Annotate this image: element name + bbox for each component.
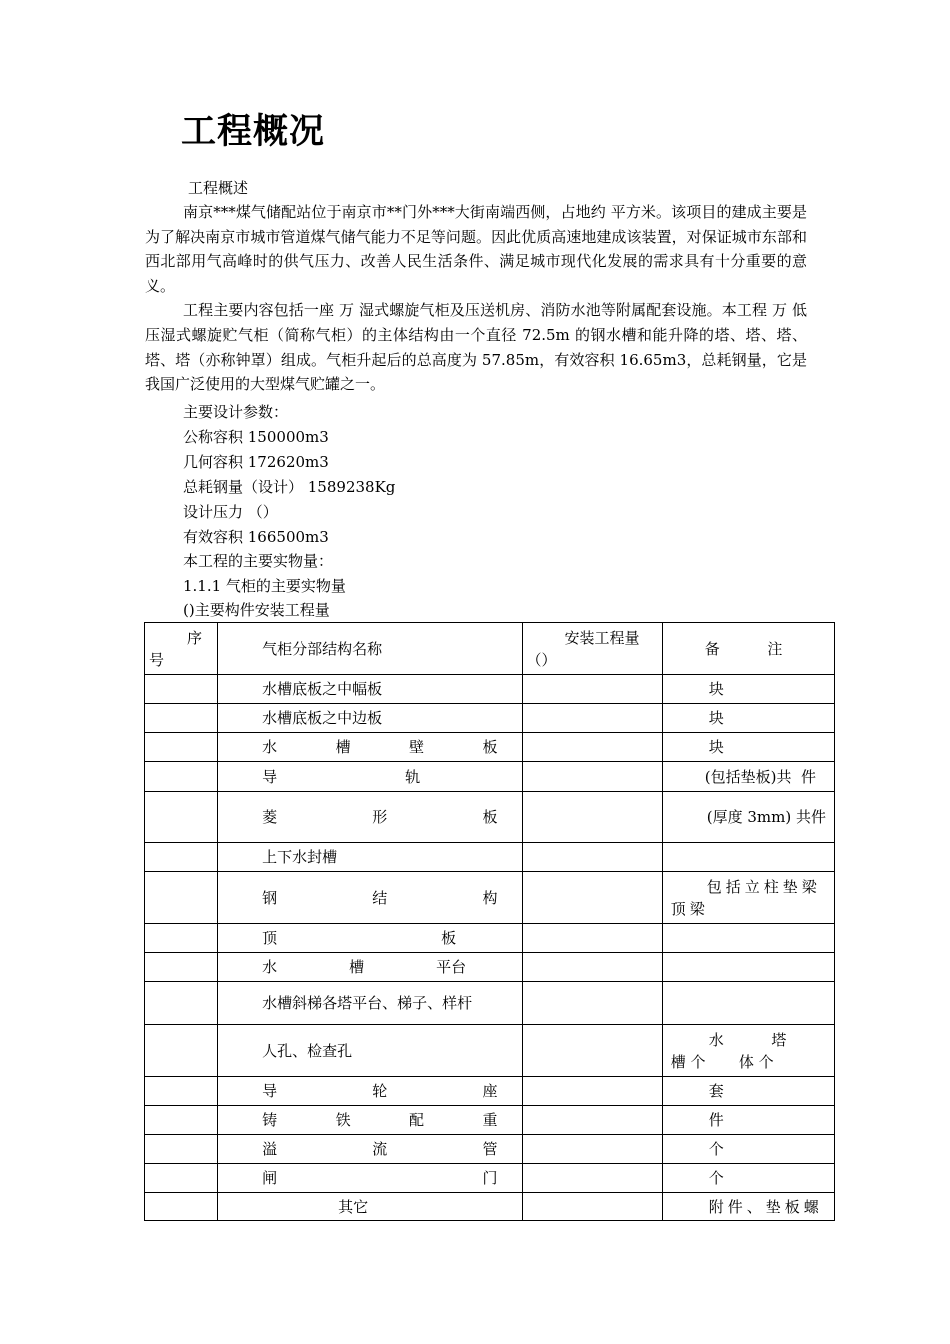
table-row: 水 槽 平台 xyxy=(145,953,835,982)
table-row: 水 槽 壁 板 块 xyxy=(145,733,835,762)
table-row: 钢 结 构 包括立柱垫梁顶梁 xyxy=(145,872,835,924)
table-row: 水槽斜梯各塔平台、梯子、样杆 xyxy=(145,982,835,1025)
table-row: 上下水封槽 xyxy=(145,843,835,872)
header-qty: 安装工程量 （） xyxy=(522,623,662,675)
param-nominal-volume: 公称容积 150000m3 xyxy=(183,428,329,446)
table-row: 水槽底板之中幅板 块 xyxy=(145,675,835,704)
design-params-heading: 主要设计参数： xyxy=(183,403,289,421)
header-name: 气柜分部结构名称 xyxy=(218,623,522,675)
header-note: 备 注 xyxy=(662,623,834,675)
document-title: 工程概况 xyxy=(181,111,326,152)
paragraph-overview: 南京***煤气储配站位于南京市**门外***大街南端西侧，占地约 平方米。该项目的建成主要是为了解决南京市城市管道煤气储气能力不足等问题。因此优质高速地建成该装置，对保证城市东部和西北部用气高峰时的供气压力、改善人民生活条件、满足城市现代化发展的需求具有十分重要的意义。 xyxy=(145,203,807,295)
quantities-table xyxy=(144,622,835,1221)
table-row: 闸 门 个 xyxy=(145,1164,835,1193)
paragraph-scope: 工程主要内容包括一座 万 湿式螺旋气柜及压送机房、消防水池等附属配套设施。本工程 万 低压湿式螺旋贮气柜（简称气柜）的主体结构由一个直径 72.5m 的钢水槽和能升降的塔、塔、塔、塔、塔（亦称钟罩）组成。气柜升起后的总高度为 57.85m，有效容积 16.65m3，总耗钢量，它是我国广泛使用的大型煤气贮罐之一。 xyxy=(145,301,807,394)
table-row: 其它 附件、垫板螺 xyxy=(145,1193,835,1221)
param-design-pressure: 设计压力 （） xyxy=(183,503,278,521)
table-header-row xyxy=(145,623,835,675)
table-row: 铸 铁 配 重 件 xyxy=(145,1106,835,1135)
header-seq: 序 号 xyxy=(145,623,218,675)
table-row: 水槽底板之中边板 块 xyxy=(145,704,835,733)
table-caption: ()主要构件安装工程量 xyxy=(183,601,330,619)
table-row: 人孔、检查孔 水 塔 槽 个 体 个 xyxy=(145,1025,835,1077)
table-row: 菱 形 板 (厚度 3mm) 共件 xyxy=(145,792,835,843)
quantities-heading: 本工程的主要实物量： xyxy=(183,552,334,570)
table-row: 导 轨 (包括垫板)共 件 xyxy=(145,762,835,792)
param-effective-volume: 有效容积 166500m3 xyxy=(183,528,329,546)
param-geometric-volume: 几何容积 172620m3 xyxy=(183,453,329,471)
param-steel-consumption: 总耗钢量（设计） 1589238Kg xyxy=(183,478,396,496)
table-row: 溢 流 管 个 xyxy=(145,1135,835,1164)
section-heading: 工程概述 xyxy=(188,179,249,197)
subsection-heading: 1.1.1 气柜的主要实物量 xyxy=(183,577,346,595)
table-row: 导 轮 座 套 xyxy=(145,1077,835,1106)
table-row: 顶 板 xyxy=(145,924,835,953)
body-text xyxy=(145,200,807,397)
